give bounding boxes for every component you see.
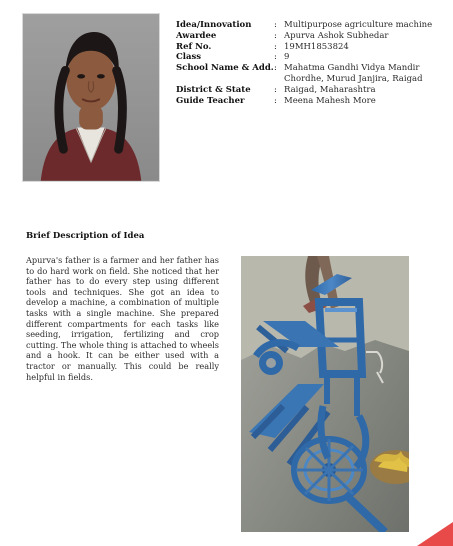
idea-innovation-colon: :: [274, 20, 277, 30]
district-state-label: District & State: [176, 84, 251, 95]
school-name-address-label: School Name & Add.: [176, 63, 274, 74]
district-state-colon: :: [274, 84, 277, 95]
district-state-row: [176, 85, 444, 96]
brief-description-text: Apurva's father is a farmer and her father has to do hard work on field. She noticed that her father has to do every step using different tools and techniques. She got an idea to develop a machine, a combination of multiple tasks with a single machine. She prepared different compartments for each tasks like seeding, irrigation, fertilizing and crop cutting. The whole thing is attached to wheels and a hook. It can be either used with a tractor or manually. This could be really helpful in fields.: [26, 255, 219, 382]
idea-innovation-row: [176, 20, 444, 31]
awardee-photo: [22, 13, 160, 182]
awardee-label: Awardee: [176, 30, 217, 41]
school-name-address-value: Mahatma Gandhi Vidya Mandir Chordhe, Murud Janjira, Raigad: [284, 63, 423, 84]
idea-innovation-value: Multipurpose agriculture machine: [284, 20, 433, 30]
district-state-value: Raigad, Maharashtra: [284, 84, 376, 95]
ref-no-label: Ref No.: [176, 41, 212, 52]
brief-description-heading: Brief Description of Idea: [26, 231, 145, 241]
class-label: Class: [176, 52, 202, 63]
class-value: 9: [284, 52, 290, 63]
ref-no-colon: :: [274, 41, 277, 52]
awardee-value: Apurva Ashok Subhedar: [284, 30, 389, 41]
guide-teacher-colon: :: [274, 95, 277, 106]
ref-no-row: [176, 42, 444, 53]
awardee-colon: :: [274, 30, 277, 41]
school-name-address-colon: :: [274, 63, 277, 74]
awardee-row: [176, 31, 444, 42]
class-colon: :: [274, 52, 277, 63]
corner-accent: [405, 522, 453, 546]
agriculture-machine-photo: [241, 256, 409, 532]
awardee-details: [176, 20, 444, 106]
guide-teacher-row: [176, 96, 444, 107]
idea-innovation-label: Idea/Innovation: [176, 20, 252, 30]
class-row: [176, 52, 444, 63]
guide-teacher-label: Guide Teacher: [176, 95, 245, 106]
school-name-address-row: [176, 63, 444, 85]
ref-no-value: 19MH1853824: [284, 41, 349, 52]
guide-teacher-value: Meena Mahesh More: [284, 95, 376, 106]
